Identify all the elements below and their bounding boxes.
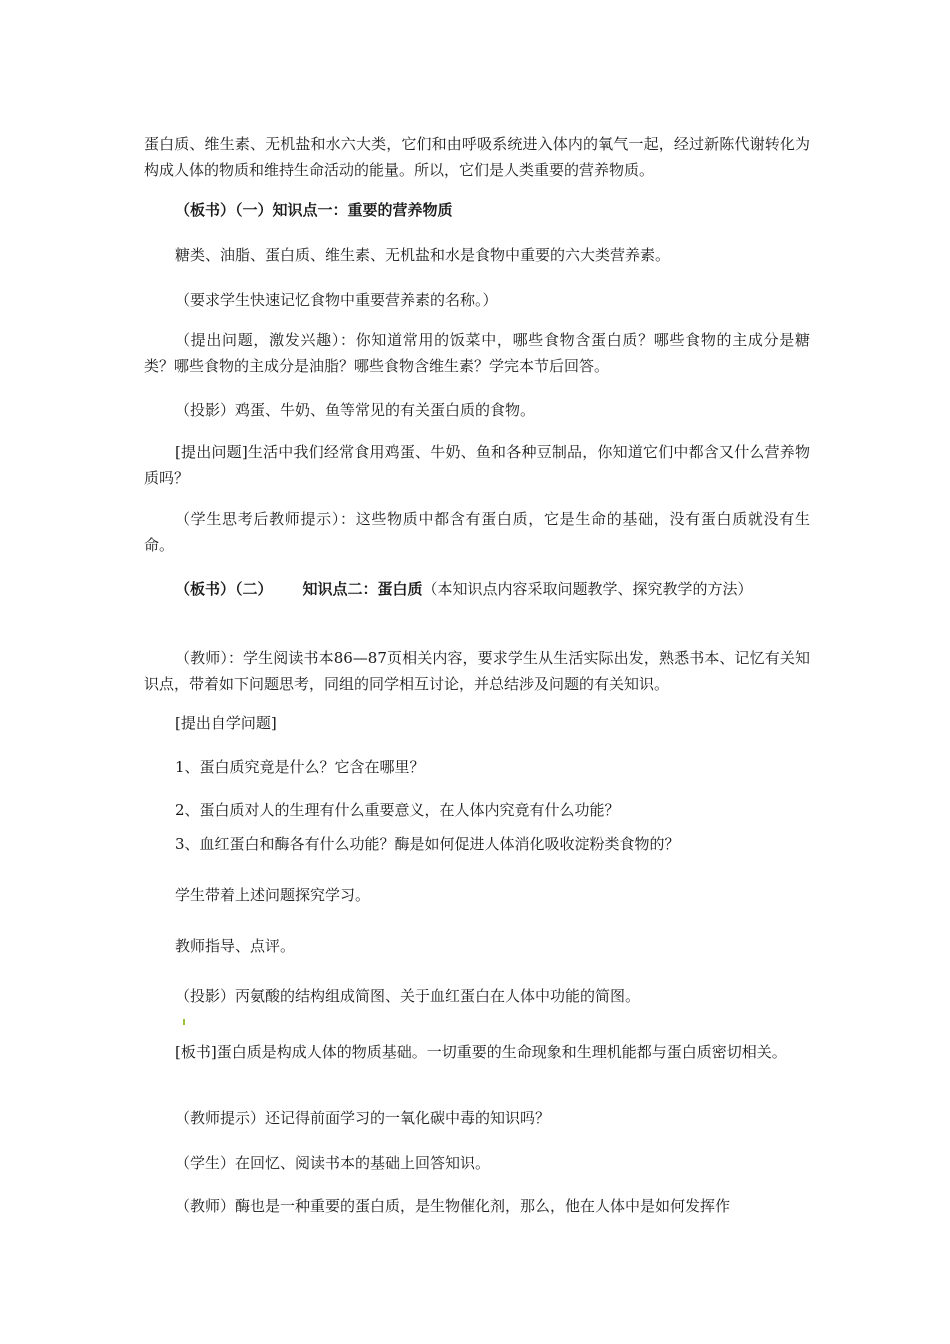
paragraph-self-study-questions: [提出自学问题]: [175, 714, 277, 732]
knowledge-point-2-note: （本知识点内容采取问题教学、探究教学的方法）: [422, 580, 753, 598]
paragraph-teacher-hint-co: （教师提示）还记得前面学习的一氧化碳中毒的知识吗？: [175, 1109, 551, 1127]
heading-knowledge-point-2: [144, 576, 810, 602]
question-3: 3、血红蛋白和酶各有什么功能？酶是如何促进人体消化吸收淀粉类食物的？: [175, 835, 680, 853]
paragraph-nutrients: 糖类、油脂、蛋白质、维生素、无机盐和水是食物中重要的六大类营养素。: [175, 246, 671, 264]
paragraph-question-interest: （提出问题，激发兴趣）：你知道常用的饭菜中，哪些食物含蛋白质？哪些食物的主成分是糖类？哪些食物的主成分是油脂？哪些食物含维生素？学完本节后回答。: [144, 331, 810, 375]
paragraph-teacher-reading: （教师）：学生阅读书本86—87页相关内容，要求学生从生活实际出发，熟悉书本、记忆有关知识点，带着如下问题思考，同组的同学相互讨论，并总结涉及问题的有关知识。: [144, 649, 810, 693]
heading-knowledge-point-1: [144, 197, 810, 223]
board-label-1: （板书）（一）: [175, 201, 273, 219]
paragraph-projection-alanine: （投影）丙氨酸的结构组成简图、关于血红蛋白在人体中功能的简图。: [175, 987, 641, 1005]
paragraph-student-answer: （学生）在回忆、阅读书本的基础上回答知识。: [175, 1154, 491, 1172]
paragraph-board-protein-basis: [板书]蛋白质是构成人体的物质基础。一切重要的生命现象和生理机能都与蛋白质密切相关。: [175, 1043, 787, 1061]
paragraph-memorize: （要求学生快速记忆食物中重要营养素的名称。）: [175, 291, 498, 309]
edit-mark: [183, 1019, 185, 1025]
paragraph-question-daily-food: [提出问题]生活中我们经常食用鸡蛋、牛奶、鱼和各种豆制品，你知道它们中都含又什么营养物质吗？: [144, 443, 810, 487]
paragraph-teacher-guide: 教师指导、点评。: [175, 937, 296, 955]
knowledge-point-2-title: 知识点二：蛋白质: [302, 580, 423, 598]
knowledge-point-1-title: 知识点一：重要的营养物质: [272, 201, 453, 219]
question-2: 2、蛋白质对人的生理有什么重要意义，在人体内究竟有什么功能？: [175, 801, 620, 819]
board-label-2: （板书）（二）: [175, 580, 273, 598]
paragraph-teacher-enzyme: （教师）酶也是一种重要的蛋白质，是生物催化剂，那么，他在人体中是如何发挥作: [175, 1197, 731, 1215]
question-1: 1、蛋白质究竟是什么？它含在哪里？: [175, 758, 425, 776]
paragraph-projection-food: （投影）鸡蛋、牛奶、鱼等常见的有关蛋白质的食物。: [175, 401, 536, 419]
paragraph-intro: 蛋白质、维生素、无机盐和水六大类，它们和由呼吸系统进入体内的氧气一起，经过新陈代谢转化为构成人体的物质和维持生命活动的能量。所以，它们是人类重要的营养物质。: [144, 135, 810, 179]
paragraph-student-explore: 学生带着上述问题探究学习。: [175, 886, 371, 904]
paragraph-teacher-hint-protein: （学生思考后教师提示）：这些物质中都含有蛋白质，它是生命的基础，没有蛋白质就没有生命。: [144, 510, 810, 554]
